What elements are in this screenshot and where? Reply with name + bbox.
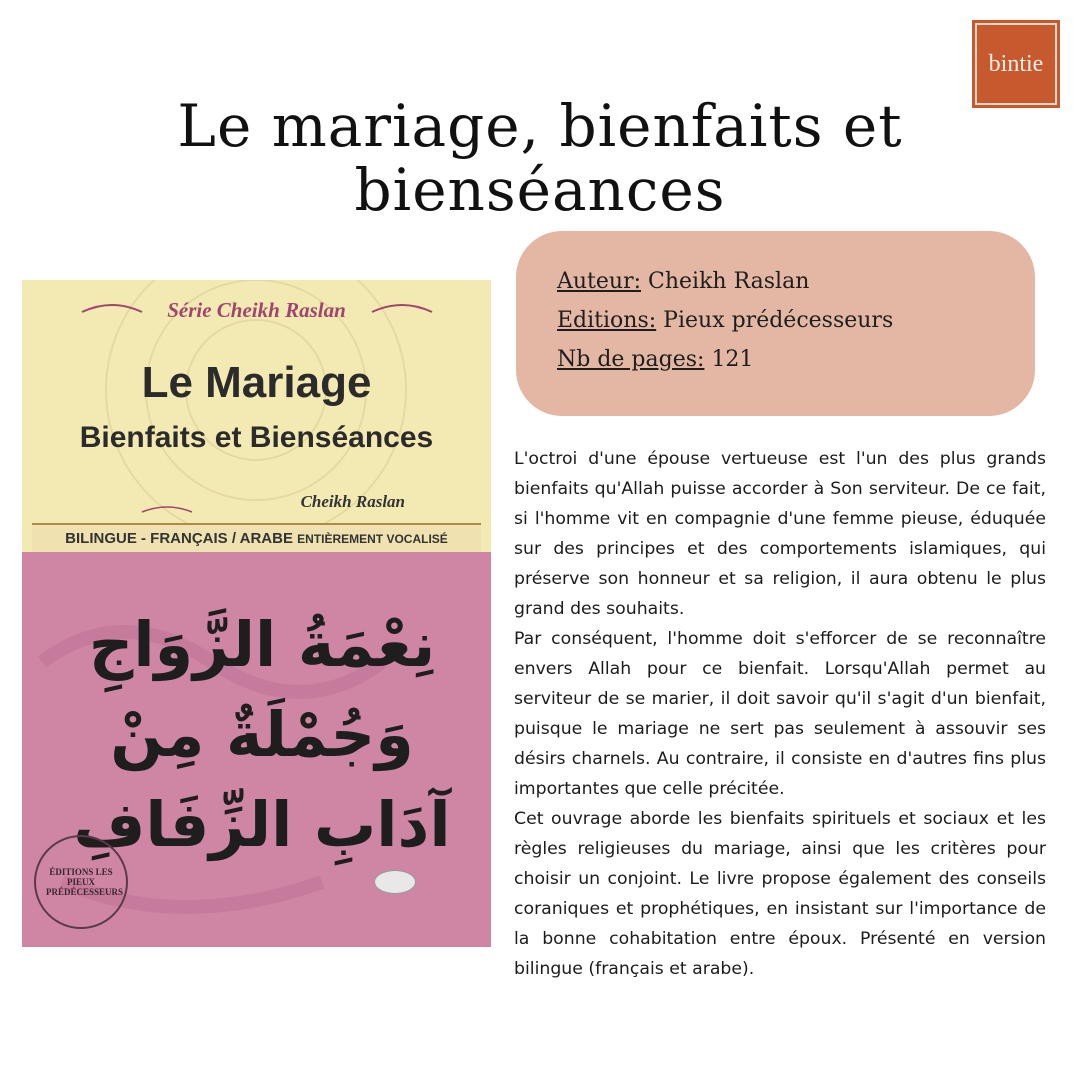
publisher-seal-text: ÉDITIONS LES PIEUX PRÉDÉCESSEURS	[46, 867, 124, 897]
cover-band-suffix: ENTIÈREMENT VOCALISÉ	[297, 532, 448, 546]
cover-title: Le Mariage	[141, 358, 372, 407]
page-title: Le mariage, bienfaits et bienséances	[177, 91, 903, 224]
info-pages	[557, 347, 753, 372]
description-paragraph: Par conséquent, l'homme doit s'efforcer de se reconnaître envers Allah pour ce bienfait. Lorsqu'Allah permet au serviteur de se marier, il doit savoir qu'il s'agit d'un bienfait, puisque le mariage ne sert pas seulement à assouvir ses désirs charnels. Au contraire, il consiste en d'autres fins plus importantes que celle précitée.	[514, 629, 1046, 799]
description-paragraph: L'octroi d'une épouse vertueuse est l'un des plus grands bienfaits qu'Allah puisse accorder à Son serviteur. De ce fait, si l'homme vit en compagnie d'une femme pieuse, éduquée sur des principes et des comportements islamiques, qui préserve son honneur et sa religion, il aura obtenu le plus grand des souhaits.	[514, 449, 1046, 619]
info-author-label: Auteur:	[557, 269, 642, 294]
publisher-seal	[34, 835, 128, 929]
cover-arabic-title: نِعْمَةُ الزَّوَاجِ وَجُمْلَةٌ مِنْ آدَابِ الزِّفَافِ	[73, 608, 451, 861]
info-editions	[557, 308, 893, 333]
info-editions-label: Editions:	[557, 308, 657, 333]
brand-logo[interactable]	[972, 20, 1060, 108]
book-info-card	[516, 231, 1035, 416]
info-editions-value: Pieux prédécesseurs	[663, 308, 894, 333]
cover-language-band	[32, 523, 481, 555]
book-description	[514, 444, 1046, 984]
book-cover	[22, 280, 491, 947]
cover-author: Cheikh Raslan	[300, 492, 405, 511]
brand-logo-text: bintie	[988, 50, 1044, 77]
cover-subtitle: Bienfaits et Bienséances	[79, 421, 434, 454]
info-pages-label: Nb de pages:	[557, 347, 705, 372]
description-paragraph: Cet ouvrage aborde les bienfaits spirituels et sociaux et les règles religieuses du mariage, ainsi que les critères pour choisir un conjoint. Le livre propose également des conseils coraniques et prophétiques, en insistant sur l'importance de la bonne cohabitation entre époux. Présenté en version bilingue (français et arabe).	[514, 809, 1046, 979]
stamp-icon	[374, 870, 416, 894]
cover-top-panel	[22, 280, 491, 552]
cover-series: Série Cheikh Raslan	[167, 298, 346, 322]
info-pages-value: 121	[711, 347, 754, 372]
info-author-value: Cheikh Raslan	[648, 269, 810, 294]
info-author	[557, 269, 809, 294]
cover-band-text: BILINGUE - FRANÇAIS / ARABE	[65, 530, 293, 547]
